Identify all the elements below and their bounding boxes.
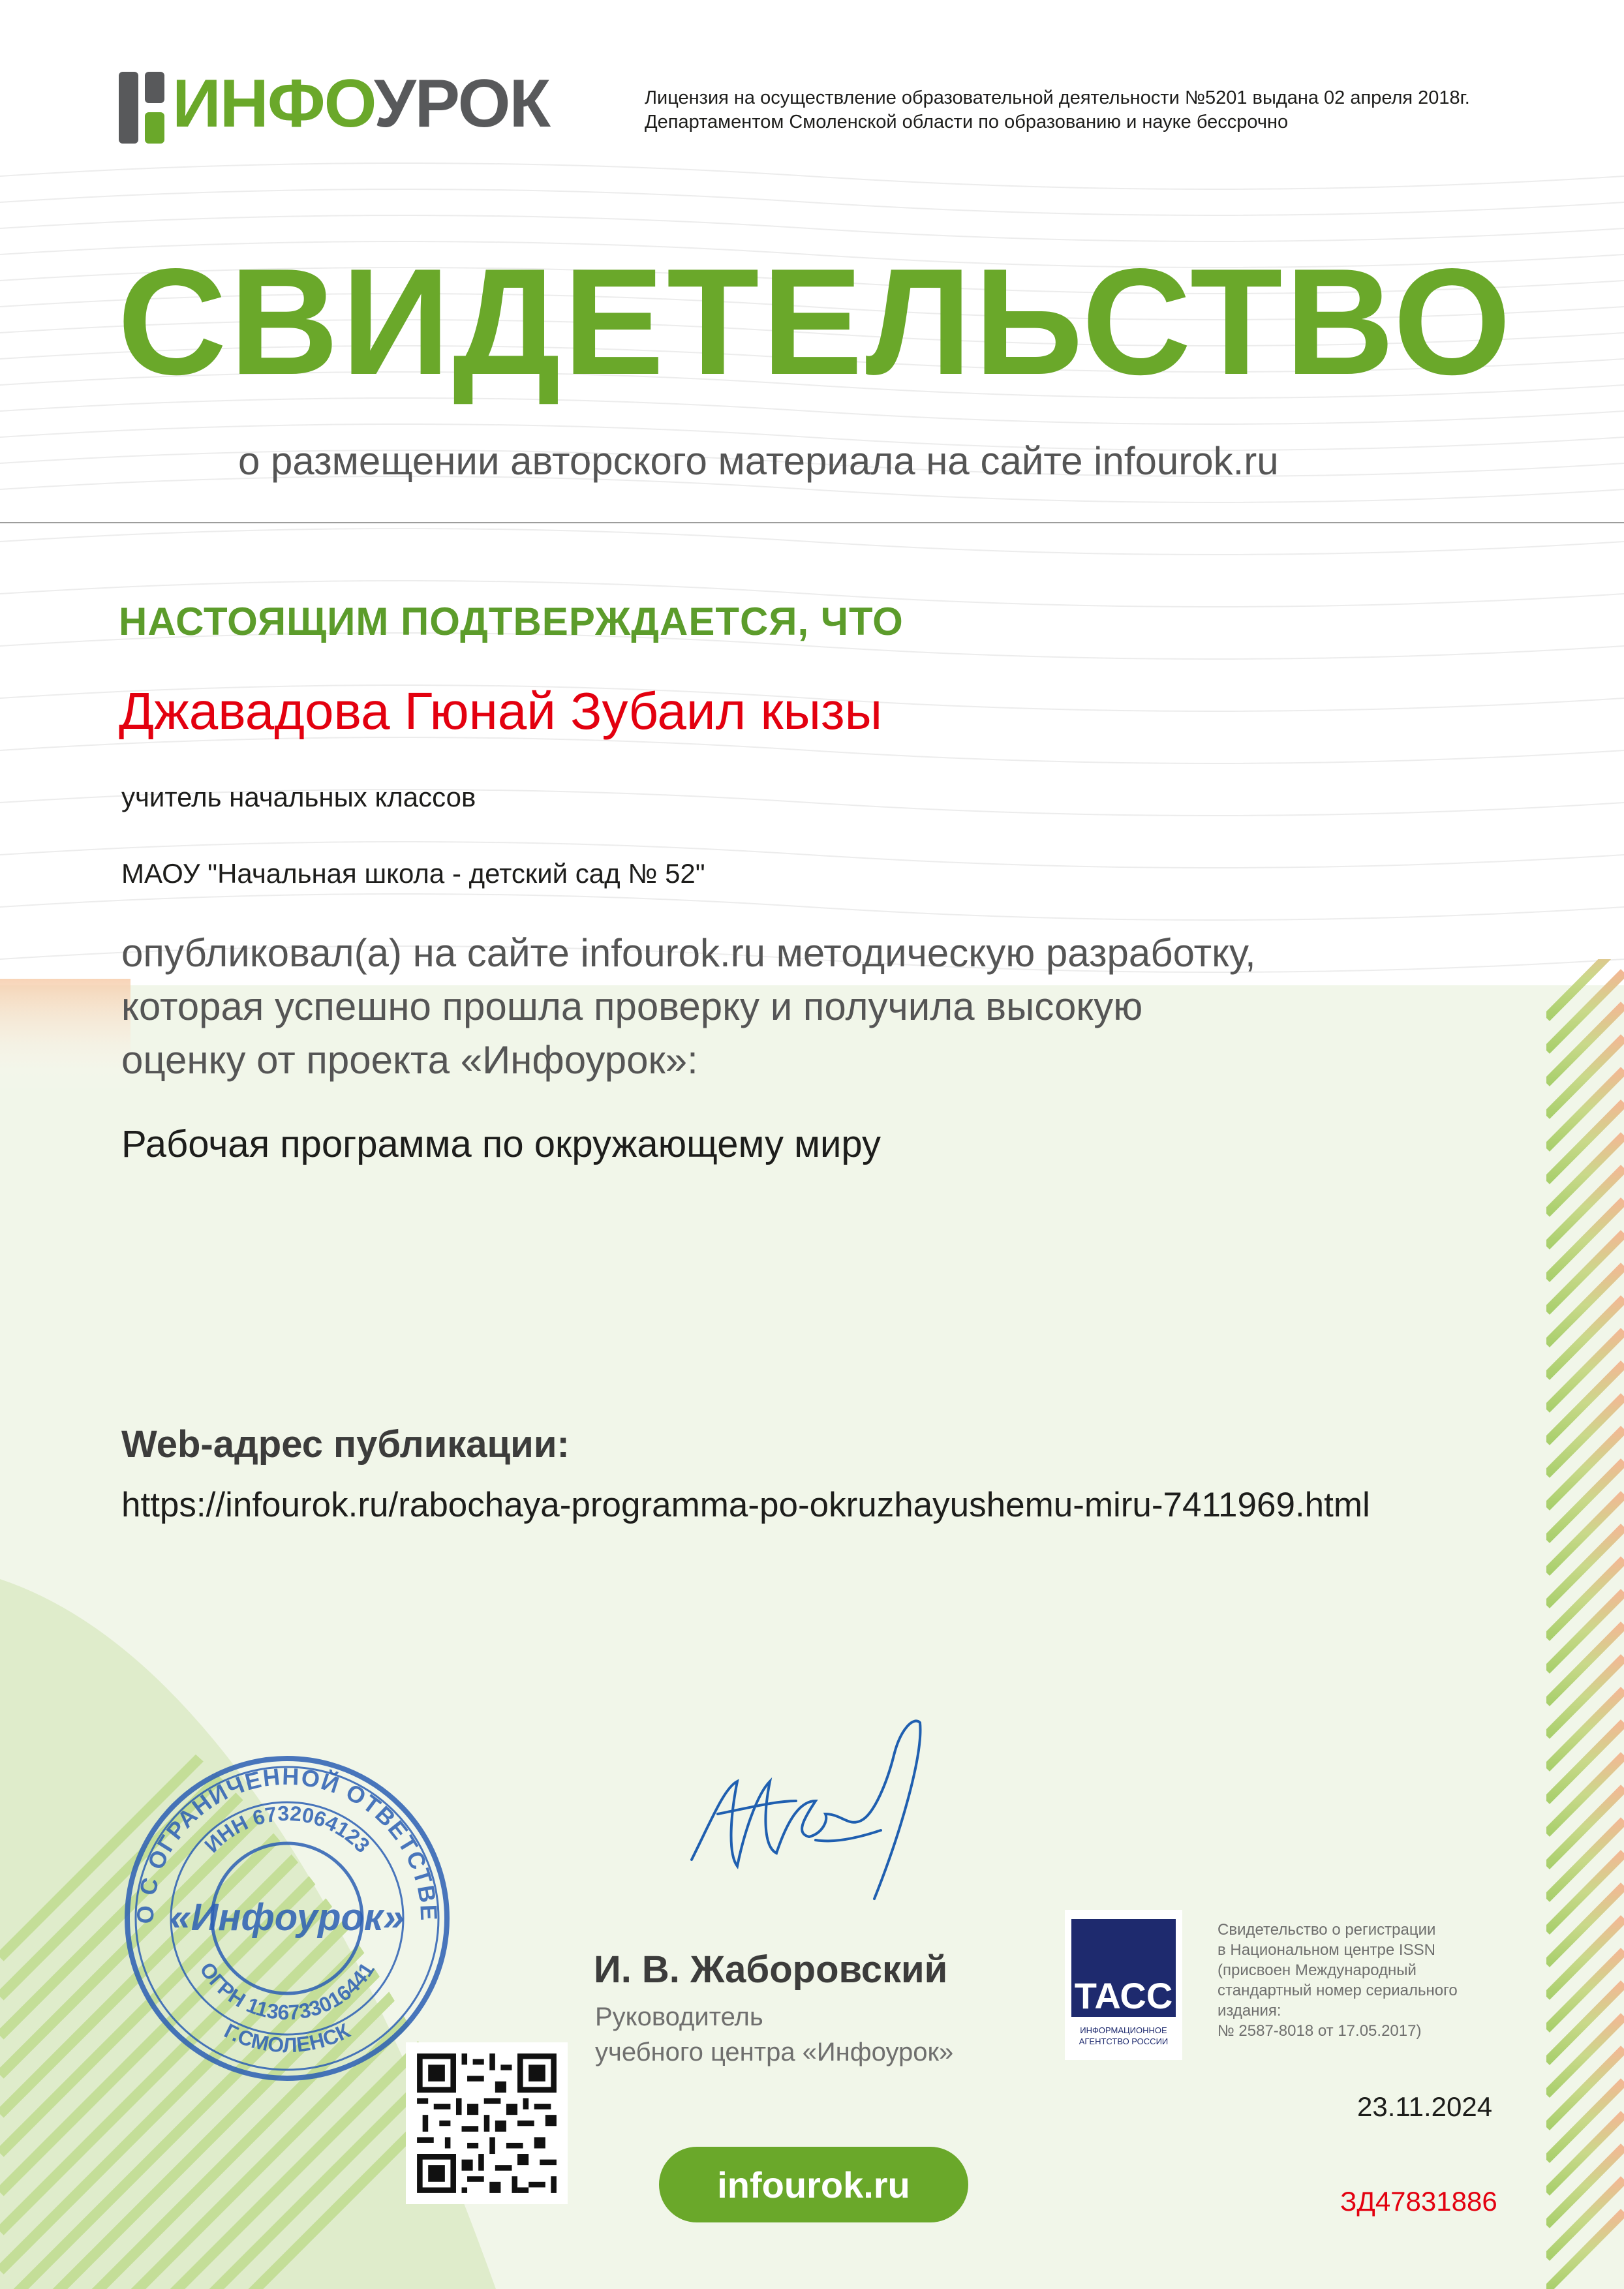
signer-role bbox=[595, 1999, 953, 2070]
issue-date: 23.11.2024 bbox=[1357, 2091, 1493, 2122]
stamp-center-text: «Инфоурок» bbox=[170, 1896, 405, 1939]
publication-line-1: опубликовал(а) на сайте infourok.ru методическую разработку, bbox=[121, 931, 1256, 975]
publication-url[interactable]: https://infourok.ru/rabochaya-programma-po-okruzhayushemu-miru-7411969.html bbox=[121, 1486, 1370, 1524]
publication-line-2: которая успешно прошла проверку и получила высокую bbox=[121, 985, 1143, 1028]
stamp-city: Г.СМОЛЕНСК bbox=[221, 2018, 354, 2057]
web-address-label: Web-адрес публикации: bbox=[121, 1423, 570, 1466]
stamp-ring-text: О С ОГРАНИЧЕННОЙ ОТВЕТСТВЕ bbox=[131, 1762, 443, 1924]
logo-mark-icon bbox=[119, 72, 171, 144]
recipient-position: учитель начальных классов bbox=[121, 782, 476, 812]
issn-line-2: в Национальном центре ISSN bbox=[1218, 1941, 1435, 1959]
work-title: Рабочая программа по окружающему миру bbox=[121, 1123, 881, 1165]
certificate-title: СВИДЕТЕЛЬСТВО bbox=[117, 238, 1514, 407]
stamp-ogrn: ОГРН 1136733016441 bbox=[195, 1958, 379, 2025]
signer-role-line-2: учебного центра «Инфоурок» bbox=[595, 2038, 954, 2066]
tass-logo bbox=[1065, 1910, 1182, 2060]
qr-code-icon bbox=[406, 2042, 568, 2204]
stamp-inn: ИНН 6732064123 bbox=[200, 1801, 375, 1858]
tass-logo-mark: ТАСС bbox=[1071, 1919, 1176, 2017]
logo-text-info: ИНФО bbox=[172, 66, 374, 142]
svg-text:ИНН 6732064123 bbox=[200, 1802, 375, 1857]
svg-text:Г.СМОЛЕНСК bbox=[221, 2019, 354, 2057]
issn-line-4: стандартный номер сериального bbox=[1218, 1982, 1458, 1999]
company-stamp bbox=[117, 1749, 457, 2088]
license-text bbox=[645, 86, 1470, 134]
recipient-name: Джавадова Гюнай Зубаил кызы bbox=[119, 682, 883, 740]
tass-subtitle-line-1: ИНФОРМАЦИОННОЕ bbox=[1080, 2025, 1167, 2035]
divider bbox=[0, 522, 1624, 523]
signer-role-line-1: Руководитель bbox=[595, 2003, 763, 2031]
publication-statement bbox=[121, 927, 1256, 1087]
certificate-number: ЗД47831886 bbox=[1340, 2186, 1497, 2217]
publication-line-3: оценку от проекта «Инфоурок»: bbox=[121, 1038, 698, 1082]
logo-text-urok: УРОК bbox=[373, 66, 549, 142]
issn-line-5: издания: bbox=[1218, 2002, 1281, 2020]
tass-subtitle bbox=[1065, 2025, 1182, 2047]
signer-name: И. В. Жаборовский bbox=[594, 1948, 948, 1991]
confirmation-heading: НАСТОЯЩИМ ПОДТВЕРЖДАЕТСЯ, ЧТО bbox=[119, 600, 904, 643]
tass-subtitle-line-2: АГЕНТСТВО РОССИИ bbox=[1079, 2036, 1169, 2046]
site-link-button[interactable]: infourok.ru bbox=[659, 2147, 968, 2222]
signature-icon bbox=[666, 1703, 940, 1918]
certificate-subtitle: о размещении авторского материала на сайте infourok.ru bbox=[238, 439, 1279, 483]
license-line-1: Лицензия на осуществление образовательной деятельности №5201 выдана 02 апреля 2018г. bbox=[645, 87, 1470, 108]
stamp-seal-icon bbox=[117, 1749, 457, 2088]
issn-line-3: (присвоен Международный bbox=[1218, 1961, 1417, 1979]
recipient-organization: МАОУ "Начальная школа - детский сад № 52" bbox=[121, 858, 705, 889]
issn-registration bbox=[1218, 1920, 1458, 2041]
infourok-logo bbox=[119, 65, 575, 150]
qr-code[interactable] bbox=[406, 2042, 568, 2204]
license-line-2: Департаментом Смоленской области по образованию и науке бессрочно bbox=[645, 112, 1289, 132]
issn-line-6: № 2587-8018 от 17.05.2017) bbox=[1218, 2022, 1422, 2040]
issn-line-1: Свидетельство о регистрации bbox=[1218, 1921, 1436, 1939]
